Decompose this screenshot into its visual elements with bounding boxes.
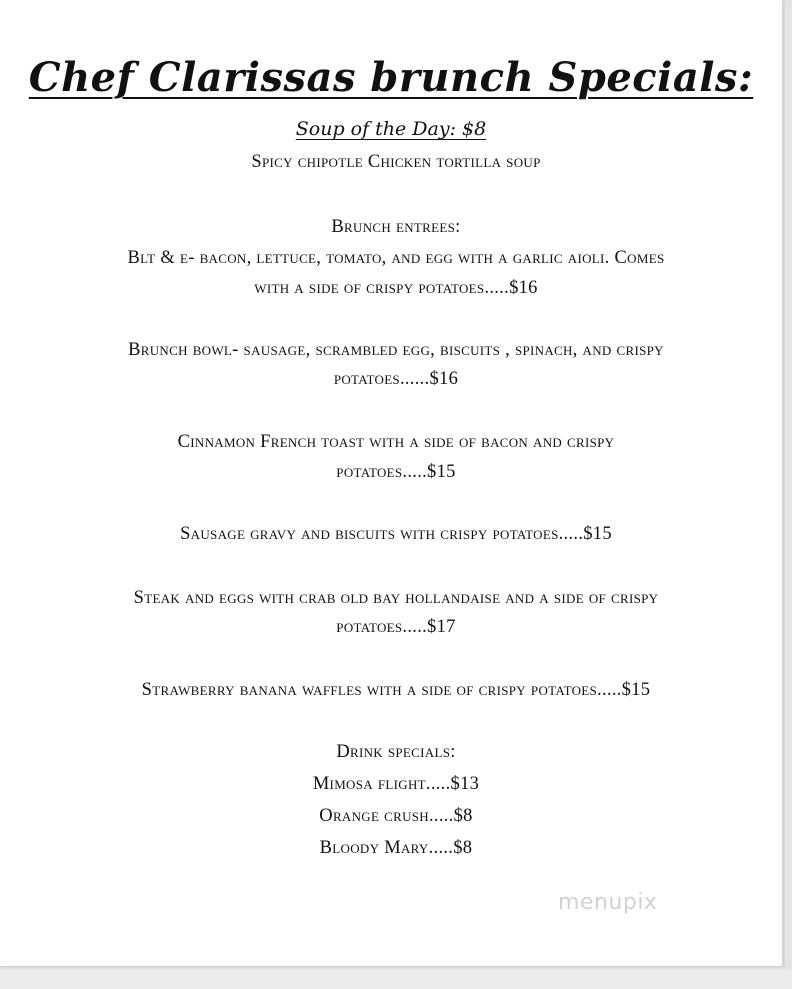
soup-of-the-day-heading: Soup of the Day: $8	[295, 118, 487, 140]
entree-sausage-gravy: Sausage gravy and biscuits with crispy potatoes.....$15	[180, 524, 612, 544]
entree-blt-line-2: with a side of crispy potatoes.....$16	[254, 278, 538, 298]
page-bottom-edge	[0, 970, 792, 989]
entree-french-toast-line-2: potatoes.....$15	[336, 462, 456, 482]
soup-description: Spicy chipotle Chicken tortilla soup	[251, 152, 541, 172]
drink-bloody-mary: Bloody Mary.....$8	[319, 838, 473, 858]
entree-steak-eggs-line-2: potatoes.....$17	[336, 617, 456, 637]
entree-brunch-bowl-line-2: potatoes......$16	[333, 369, 459, 389]
menu-title: Chef Clarissas brunch Specials:	[28, 54, 754, 101]
entree-blt-line-1: Blt & e- bacon, lettuce, tomato, and egg with a garlic aioli. Comes	[127, 248, 665, 268]
entrees-heading: Brunch entrees:	[331, 217, 461, 237]
drink-mimosa-flight: Mimosa flight.....$13	[312, 774, 480, 794]
entree-steak-eggs-line-1: Steak and eggs with crab old bay hollandaise and a side of crispy	[133, 588, 659, 608]
drinks-heading: Drink specials:	[336, 742, 456, 762]
entree-french-toast-line-1: Cinnamon French toast with a side of bacon and crispy	[177, 432, 615, 452]
menupix-watermark: menupix	[558, 890, 658, 915]
drink-orange-crush: Orange crush.....$8	[319, 806, 473, 826]
entree-brunch-bowl-line-1: Brunch bowl- sausage, scrambled egg, biscuits , spinach, and crispy	[128, 340, 664, 360]
entree-strawberry-waffles: Strawberry banana waffles with a side of crispy potatoes.....$15	[141, 680, 651, 700]
